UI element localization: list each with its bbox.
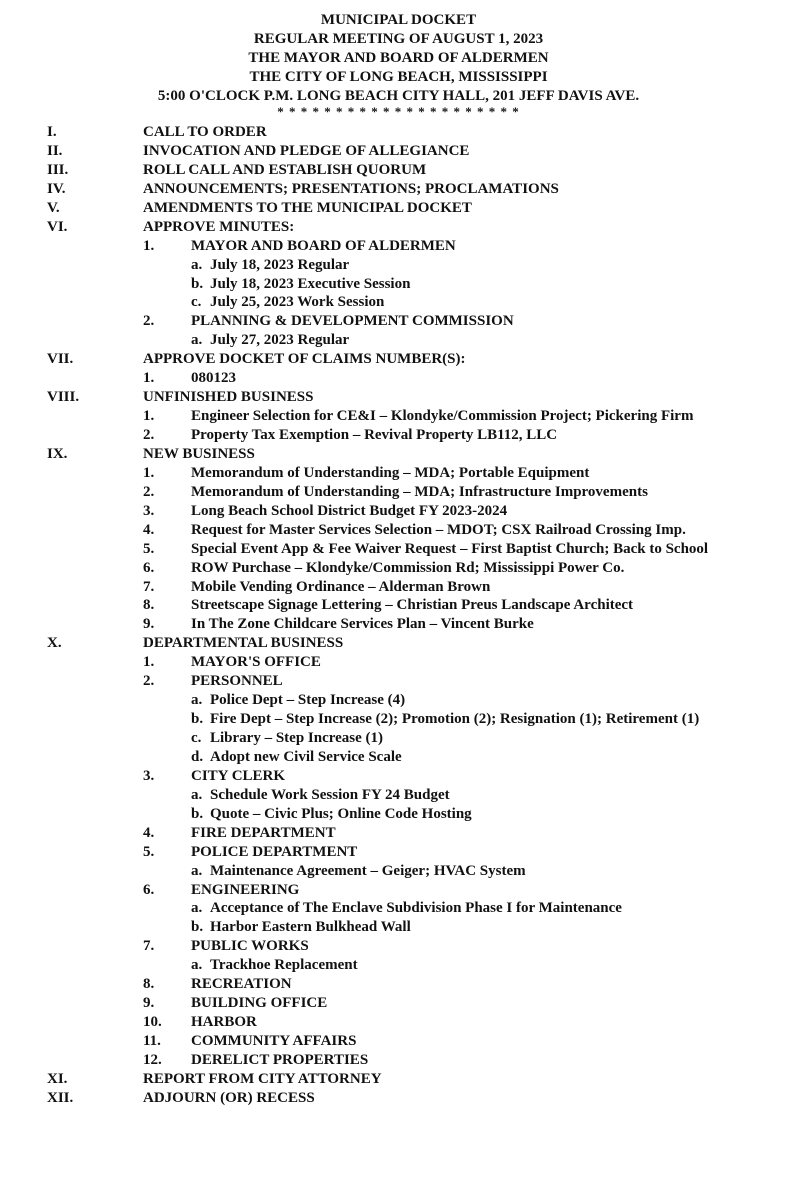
agenda-subitem-marker: a. [191,862,203,879]
agenda-item-text: PUBLIC WORKS [191,938,309,955]
agenda-item-row [0,312,797,331]
agenda-item-marker: 2. [143,427,155,443]
agenda-section-text: INVOCATION AND PLEDGE OF ALLEGIANCE [143,142,470,159]
agenda-subitem-text: Schedule Work Session FY 24 Budget [210,786,450,803]
agenda-item-row [0,937,797,956]
agenda-item-marker: 1. [143,237,155,254]
agenda-subitem-marker: b. [191,919,204,936]
agenda-item-marker: 3. [143,767,155,784]
agenda-subitem-text: July 18, 2023 Regular [210,256,350,273]
agenda-item-row [0,237,797,256]
agenda-item-text: Request for Master Services Selection – MDOT; CSX Railroad Crossing Imp. [191,521,686,538]
agenda-section-text: CALL TO ORDER [143,124,267,140]
agenda-item-marker: 9. [143,616,155,633]
agenda-section-row [0,350,797,369]
agenda-item-marker: 1. [143,654,155,671]
agenda-section-marker: V. [47,199,60,216]
agenda-section-text: ANNOUNCEMENTS; PRESENTATIONS; PROCLAMATIONS [143,180,559,197]
agenda-subitem-row [0,748,797,767]
agenda-subitem-row [0,293,797,312]
agenda-item-text: Streetscape Signage Lettering – Christian Preus Landscape Architect [191,597,634,614]
agenda-item-row [0,824,797,843]
agenda-section-text: AMENDMENTS TO THE MUNICIPAL DOCKET [143,199,472,216]
agenda-item-text: PERSONNEL [191,673,283,690]
agenda-section-row [0,445,797,464]
agenda-item-row [0,521,797,540]
agenda-item-row [0,653,797,672]
agenda-subitem-text: Harbor Eastern Bulkhead Wall [210,919,411,936]
agenda-subitem-text: Trackhoe Replacement [210,957,358,974]
agenda-item-text: FIRE DEPARTMENT [191,824,336,841]
agenda-item-text: RECREATION [191,976,292,993]
agenda-subitem-marker: a. [191,692,203,709]
agenda-subitem-row [0,956,797,975]
agenda-item-text: Engineer Selection for CE&I – Klondyke/Commission Project; Pickering Firm [191,408,694,425]
agenda-item-row [0,843,797,862]
agenda-item-text: 080123 [191,370,236,387]
board-line: THE MAYOR AND BOARD OF ALDERMEN [248,50,549,66]
agenda-item-text: DERELICT PROPERTIES [191,1051,369,1068]
agenda-section-text: NEW BUSINESS [143,445,255,462]
agenda-item-marker: 5. [143,843,155,860]
agenda-section-marker: III. [47,161,69,178]
agenda-item-marker: 9. [143,995,155,1012]
agenda-section-row [0,1070,797,1089]
agenda-subitem-marker: a. [191,332,203,349]
agenda-item-text: Long Beach School District Budget FY 2023-2024 [191,502,508,519]
agenda-item-row [0,975,797,994]
agenda-subitem-text: July 25, 2023 Work Session [210,294,385,311]
agenda-subitem-text: July 18, 2023 Executive Session [210,275,411,292]
agenda-item-marker: 12. [143,1051,162,1068]
agenda-item-marker: 7. [143,938,155,955]
agenda-subitem-text: Maintenance Agreement – Geiger; HVAC System [210,862,526,879]
agenda-section-text: DEPARTMENTAL BUSINESS [143,635,344,652]
agenda-subitem-text: Adopt new Civil Service Scale [210,748,402,765]
agenda-item-row [0,559,797,578]
agenda-subitem-marker: c. [191,730,202,746]
agenda-item-marker: 8. [143,976,155,993]
agenda-subitem-row [0,275,797,294]
agenda-section-row [0,388,797,407]
agenda-item-marker: 4. [143,824,155,841]
agenda-section-text: ROLL CALL AND ESTABLISH QUORUM [143,161,427,178]
agenda-subitem-row [0,899,797,918]
agenda-item-text: MAYOR'S OFFICE [191,654,321,671]
time-location-line: 5:00 O'CLOCK P.M. LONG BEACH CITY HALL, 201 JEFF DAVIS AVE. [157,88,640,104]
agenda-section-marker: VIII. [47,389,80,406]
agenda-subitem-marker: a. [191,900,203,917]
agenda-item-marker: 6. [143,559,155,576]
agenda-item-marker: 1. [143,408,155,425]
agenda-item-marker: 2. [143,673,155,690]
agenda-subitem-marker: a. [191,957,203,974]
agenda-item-text: In The Zone Childcare Services Plan – Vincent Burke [191,616,534,633]
docket-header [0,11,797,118]
agenda-item-row [0,994,797,1013]
agenda-item-text: POLICE DEPARTMENT [191,843,358,860]
agenda-section-text: UNFINISHED BUSINESS [143,389,314,406]
agenda-section-marker: I. [47,124,57,140]
agenda-section-marker: II. [47,142,63,159]
agenda-subitem-text: Quote – Civic Plus; Online Code Hosting [210,805,472,822]
agenda-item-marker: 7. [143,578,155,595]
agenda-subitem-marker: b. [191,805,204,822]
agenda-item-row [0,426,797,445]
agenda-item-marker: 10. [143,1014,162,1031]
agenda-item-marker: 6. [143,881,155,898]
agenda-item-text: Memorandum of Understanding – MDA; Portable Equipment [191,464,590,481]
agenda-item-row [0,615,797,634]
agenda-item-text: Special Event App & Fee Waiver Request – First Baptist Church; Back to School [191,540,709,557]
agenda-subitem-text: July 27, 2023 Regular [210,332,350,349]
agenda-item-marker: 11. [143,1033,161,1049]
agenda-section-text: ADJOURN (OR) RECESS [143,1089,315,1106]
agenda-item-row [0,369,797,388]
agenda-item-text: Mobile Vending Ordinance – Alderman Brown [191,578,491,595]
agenda-subitem-row [0,710,797,729]
agenda-subitem-row [0,256,797,275]
agenda-section-row [0,180,797,199]
agenda-item-marker: 1. [143,464,155,481]
agenda-item-row [0,407,797,426]
agenda-item-row [0,672,797,691]
agenda-subitem-marker: b. [191,711,204,728]
agenda-item-row [0,1051,797,1070]
agenda-item-text: ENGINEERING [191,881,300,898]
agenda-item-row [0,1032,797,1051]
agenda-item-marker: 8. [143,597,155,614]
agenda-section-row [0,123,797,142]
agenda-subitem-marker: c. [191,294,202,311]
agenda-subitem-row [0,691,797,710]
agenda-section-marker: IX. [47,445,68,462]
agenda-subitem-row [0,729,797,748]
agenda-section-row [0,161,797,180]
agenda-section-text: APPROVE DOCKET OF CLAIMS NUMBER(S): [143,351,466,368]
agenda-section-marker: XI. [47,1070,68,1087]
agenda-subitem-text: Library – Step Increase (1) [210,730,384,746]
agenda-item-text: BUILDING OFFICE [191,995,328,1012]
agenda-item-text: COMMUNITY AFFAIRS [191,1033,357,1049]
agenda-subitem-text: Fire Dept – Step Increase (2); Promotion (2); Resignation (1); Retirement (1) [210,711,700,728]
meeting-date-line: REGULAR MEETING OF AUGUST 1, 2023 [253,31,544,47]
agenda-item-row [0,483,797,502]
agenda-subitem-marker: d. [191,748,204,765]
agenda-item-row [0,540,797,559]
agenda-subitem-row [0,918,797,937]
agenda-item-row [0,578,797,597]
agenda-item-row [0,464,797,483]
agenda-list [0,123,797,1108]
agenda-section-row [0,218,797,237]
agenda-item-text: Property Tax Exemption – Revival Property LB112, LLC [191,427,558,443]
agenda-item-row [0,502,797,521]
agenda-section-marker: X. [47,635,62,652]
agenda-item-row [0,596,797,615]
agenda-section-row [0,634,797,653]
agenda-item-row [0,1013,797,1032]
agenda-section-text: APPROVE MINUTES: [143,218,295,235]
agenda-subitem-text: Acceptance of The Enclave Subdivision Phase I for Maintenance [210,900,622,917]
agenda-subitem-text: Police Dept – Step Increase (4) [210,692,406,709]
agenda-subitem-marker: a. [191,256,203,273]
agenda-item-marker: 5. [143,540,155,557]
agenda-subitem-row [0,331,797,350]
city-line: THE CITY OF LONG BEACH, MISSISSIPPI [249,69,548,85]
agenda-subitem-marker: a. [191,786,203,803]
agenda-item-row [0,881,797,900]
agenda-subitem-marker: b. [191,275,204,292]
header-divider: * * * * * * * * * * * * * * * * * * * * * [277,104,520,119]
agenda-item-marker: 3. [143,502,155,519]
agenda-item-text: HARBOR [191,1014,257,1031]
agenda-item-text: MAYOR AND BOARD OF ALDERMEN [191,237,456,254]
agenda-item-marker: 4. [143,521,155,538]
agenda-section-marker: XII. [47,1089,74,1106]
agenda-subitem-row [0,786,797,805]
agenda-section-marker: VII. [47,351,74,368]
agenda-item-marker: 2. [143,483,155,500]
agenda-item-text: Memorandum of Understanding – MDA; Infrastructure Improvements [191,483,648,500]
agenda-item-text: ROW Purchase – Klondyke/Commission Rd; Mississippi Power Co. [191,559,625,576]
agenda-item-text: CITY CLERK [191,767,286,784]
agenda-item-marker: 2. [143,313,155,330]
agenda-section-marker: IV. [47,180,66,197]
agenda-item-row [0,767,797,786]
agenda-section-row [0,1089,797,1108]
agenda-section-text: REPORT FROM CITY ATTORNEY [143,1070,382,1087]
agenda-item-marker: 1. [143,370,155,387]
agenda-section-marker: VI. [47,218,68,235]
agenda-item-text: PLANNING & DEVELOPMENT COMMISSION [191,313,514,330]
agenda-subitem-row [0,862,797,881]
agenda-section-row [0,142,797,161]
agenda-section-row [0,199,797,218]
agenda-subitem-row [0,805,797,824]
docket-title: MUNICIPAL DOCKET [320,12,477,28]
